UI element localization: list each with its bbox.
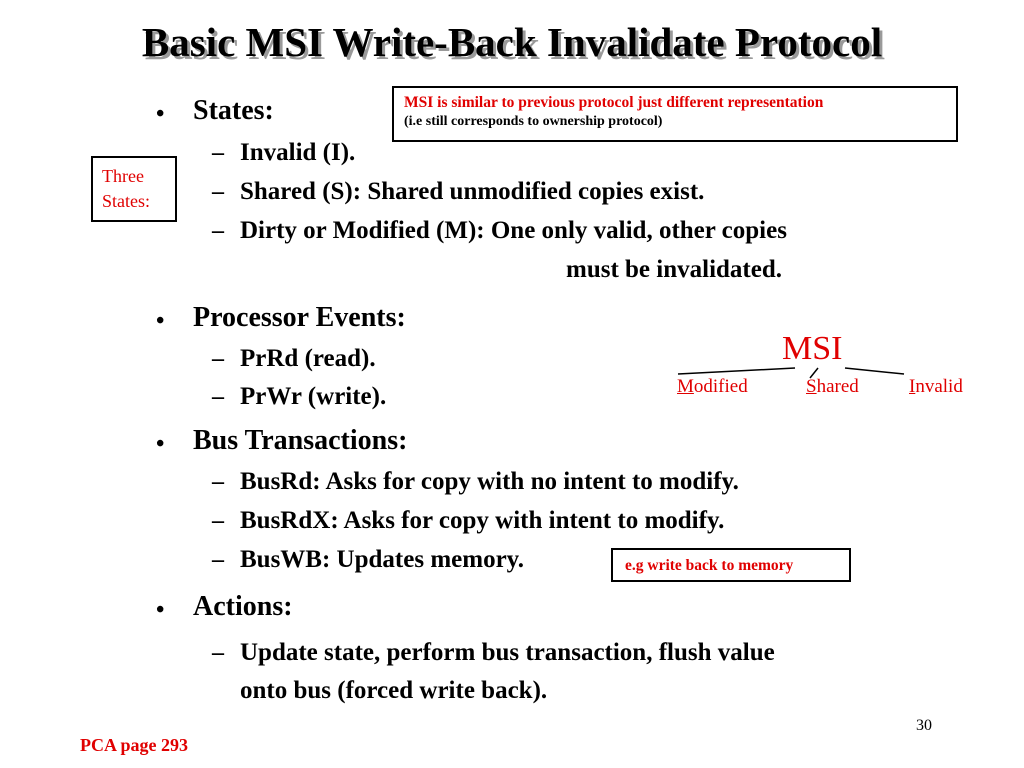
dash: –: [212, 547, 224, 573]
state-shared: Shared (S): Shared unmodified copies exist.: [240, 178, 705, 205]
dash: –: [212, 640, 224, 666]
three-states-line1: Three: [102, 166, 144, 186]
bullet-dot: •: [156, 101, 165, 127]
dash: –: [212, 218, 224, 244]
msi-shared: [806, 376, 859, 398]
state-modified-continuation: must be invalidated.: [566, 256, 783, 283]
line-to-invalid: [845, 368, 904, 374]
msi-modified: [677, 376, 748, 398]
action-line2: onto bus (forced write back).: [240, 677, 548, 704]
actions-heading: Actions:: [193, 591, 293, 622]
msi-callout-box: [392, 86, 958, 142]
dash: –: [212, 469, 224, 495]
line-to-modified: [678, 368, 795, 374]
msi-diagram-label: MSI: [782, 330, 843, 367]
bullet-dot: •: [156, 308, 165, 334]
page-number: 30: [916, 717, 932, 734]
msi-callout-line2: (i.e still corresponds to ownership protocol): [404, 114, 663, 129]
bullet-dot: •: [156, 431, 165, 457]
msi-callout-line1: MSI is similar to previous protocol just different representation: [404, 94, 824, 111]
msi-invalid-initial: I: [909, 376, 916, 397]
three-states-line2: States:: [102, 191, 150, 211]
state-modified: Dirty or Modified (M): One only valid, other copies: [240, 217, 787, 244]
msi-shared-initial: S: [806, 376, 817, 397]
event-prwr: PrWr (write).: [240, 383, 387, 410]
dash: –: [212, 346, 224, 372]
msi-modified-rest: odified: [693, 376, 748, 397]
bus-busrd: BusRd: Asks for copy with no intent to modify.: [240, 468, 739, 495]
bus-busrdx: BusRdX: Asks for copy with intent to modify.: [240, 507, 725, 534]
bullet-dot: •: [156, 597, 165, 623]
writeback-callout-text: e.g write back to memory: [625, 557, 794, 574]
processor-events-heading: Processor Events:: [193, 302, 406, 333]
bus-buswb: BusWB: Updates memory.: [240, 546, 525, 573]
slide-title: Basic MSI Write-Back Invalidate Protocol: [141, 19, 883, 65]
msi-invalid-rest: nvalid: [915, 376, 963, 397]
three-states-box: [91, 156, 177, 222]
footer-reference: PCA page 293: [80, 735, 188, 755]
msi-shared-rest: hared: [816, 376, 859, 397]
action-line1: Update state, perform bus transaction, flush value: [240, 639, 775, 666]
dash: –: [212, 179, 224, 205]
state-invalid: Invalid (I).: [240, 139, 356, 166]
dash: –: [212, 384, 224, 410]
msi-modified-initial: M: [677, 376, 694, 397]
states-heading: States:: [193, 95, 274, 126]
dash: –: [212, 140, 224, 166]
msi-invalid: [909, 376, 963, 398]
event-prrd: PrRd (read).: [240, 345, 376, 372]
bus-transactions-heading: Bus Transactions:: [193, 425, 408, 456]
dash: –: [212, 508, 224, 534]
writeback-callout-box: [611, 548, 851, 582]
